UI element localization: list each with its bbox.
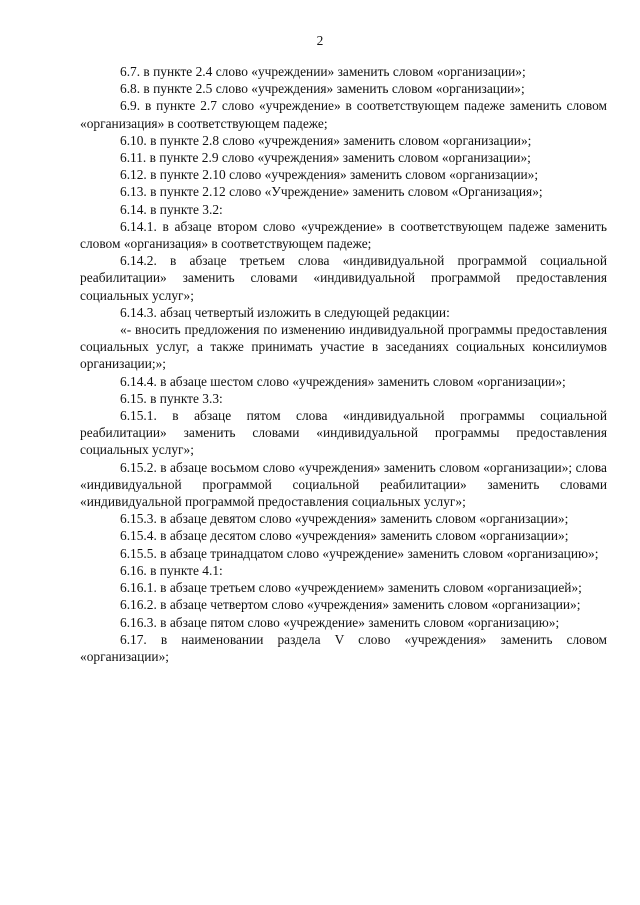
paragraph-6-15-1: 6.15.1. в абзаце пятом слова «индивидуальной программы социальной реабилитации» заменить словами «индивидуальной программы предоставления социальных услуг»; <box>80 408 607 458</box>
paragraph-6-16-2: 6.16.2. в абзаце четвертом слово «учреждения» заменить словом «организации»; <box>120 597 581 613</box>
paragraph-6-11: 6.11. в пункте 2.9 слово «учреждения» заменить словом «организации»; <box>120 150 531 166</box>
paragraph-6-10: 6.10. в пункте 2.8 слово «учреждения» заменить словом «организации»; <box>120 132 532 148</box>
paragraph-6-8: 6.8. в пункте 2.5 слово «учреждения» заменить словом «организации»; <box>120 81 525 97</box>
paragraph-6-17: 6.17. в наименовании раздела V слово «учреждения» заменить словом «организации»; <box>80 631 607 664</box>
paragraph-6-7: 6.7. в пункте 2.4 слово «учреждении» заменить словом «организации»; <box>120 64 526 79</box>
paragraph-6-14-4: 6.14.4. в абзаце шестом слово «учреждения» заменить словом «организации»; <box>120 373 566 389</box>
paragraph-quoted-text: «- вносить предложения по изменению индивидуальной программы предоставления социальных услуг, а также принимать участие в заседаниях социальных консилиумов организации;»; <box>80 322 607 372</box>
paragraph-6-16-3: 6.16.3. в абзаце пятом слово «учреждение» заменить словом «организацию»; <box>120 614 560 630</box>
paragraph-6-14-1: 6.14.1. в абзаце втором слово «учреждение» в соответствующем падеже заменить словом «организация» в соответствующем падеже; <box>80 218 607 252</box>
paragraph-6-15-5: 6.15.5. в абзаце тринадцатом слово «учреждение» заменить словом «организацию»; <box>120 545 599 561</box>
page-number: 2 <box>316 33 324 48</box>
paragraph-6-14: 6.14. в пункте 3.2: <box>120 201 223 217</box>
document-body <box>80 63 607 665</box>
paragraph-6-15-2: 6.15.2. в абзаце восьмом слово «учреждения» заменить словом «организации»; слова «индивидуальной программой социальной реабилитации» заменить словами «индивидуальной программой предоставления социальных услуг»; <box>80 459 607 510</box>
paragraph-6-13: 6.13. в пункте 2.12 слово «Учреждение» заменить словом «Организация»; <box>120 184 543 200</box>
paragraph-6-15-3: 6.15.3. в абзаце девятом слово «учреждения» заменить словом «организации»; <box>120 511 569 527</box>
paragraph-6-15: 6.15. в пункте 3.3: <box>120 390 223 406</box>
paragraph-6-16-1: 6.16.1. в абзаце третьем слово «учреждением» заменить словом «организацией»; <box>120 580 582 596</box>
paragraph-6-16: 6.16. в пункте 4.1: <box>120 562 223 578</box>
paragraph-6-14-2: 6.14.2. в абзаце третьем слова «индивидуальной программой социальной реабилитации» заменить словами «индивидуальной программой предоставления социальных услуг»; <box>80 253 607 303</box>
paragraph-6-9: 6.9. в пункте 2.7 слово «учреждение» в соответствующем падеже заменить словом «организация» в соответствующем падеже; <box>80 98 607 131</box>
paragraph-6-14-3: 6.14.3. абзац четвертый изложить в следующей редакции: <box>120 304 450 320</box>
paragraph-6-15-4: 6.15.4. в абзаце десятом слово «учреждения» заменить словом «организации»; <box>120 528 569 544</box>
paragraph-6-12: 6.12. в пункте 2.10 слово «учреждения» заменить словом «организации»; <box>120 167 539 183</box>
